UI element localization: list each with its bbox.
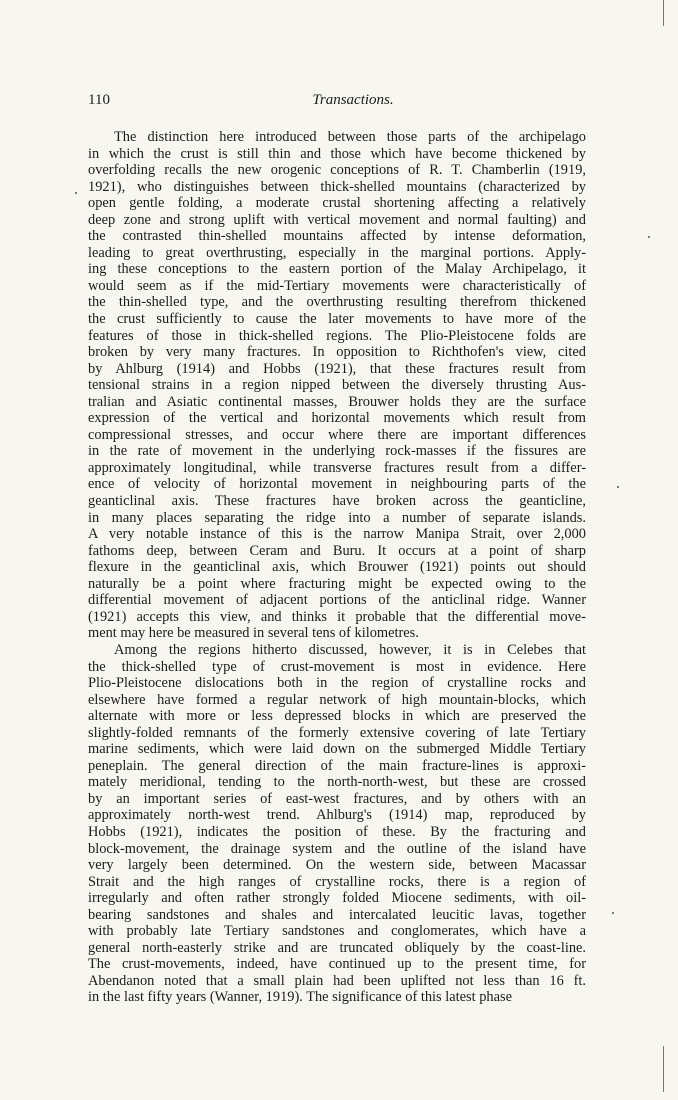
text-line: the crust sufficiently to cause the later movements to have more of the bbox=[88, 311, 586, 328]
text-line: bearing sandstones and shales and intercalated leucitic lavas, together bbox=[88, 906, 586, 923]
text-line: tensional strains in a region nipped between the diversely thrusting Aus- bbox=[88, 377, 586, 394]
body-text bbox=[88, 129, 586, 1006]
text-line: would seem as if the mid-Tertiary movements were characteristically of bbox=[88, 277, 586, 294]
text-line: Strait and the high ranges of crystalline rocks, there is a region of bbox=[88, 873, 586, 890]
text-line: marine sediments, which were laid down on the submerged Middle Tertiary bbox=[88, 741, 586, 758]
text-line: with probably late Tertiary sandstones and conglomerates, which have a bbox=[88, 923, 586, 940]
scan-speck bbox=[648, 236, 650, 238]
text-line: block-movement, the drainage system and the outline of the island have bbox=[88, 840, 586, 857]
text-line: approximately north-west trend. Ahlburg's (1914) map, reproduced by bbox=[88, 807, 586, 824]
text-line: ence of velocity of horizontal movement in neighbouring parts of the bbox=[88, 476, 586, 493]
text-line: mately meridional, tending to the north-north-west, but these are crossed bbox=[88, 774, 586, 791]
text-line: in the last fifty years (Wanner, 1919). The significance of this latest phase bbox=[88, 989, 512, 1006]
text-line: alternate with more or less depressed blocks in which are preserved the bbox=[88, 708, 586, 725]
text-line: the thick-shelled type of crust-movement is most in evidence. Here bbox=[88, 658, 586, 675]
text-line: (1921) accepts this view, and thinks it probable that the differential move- bbox=[88, 608, 586, 625]
text-line: ing these conceptions to the eastern portion of the Malay Archipelago, it bbox=[88, 261, 586, 278]
text-line: A very notable instance of this is the narrow Manipa Strait, over 2,000 bbox=[88, 526, 586, 543]
text-line: flexure in the geanticlinal axis, which Brouwer (1921) points out should bbox=[88, 559, 586, 576]
text-line: slightly-folded remnants of the formerly extensive covering of late Tertiary bbox=[88, 724, 586, 741]
text-line: tralian and Asiatic continental masses, Brouwer holds they are the surface bbox=[88, 393, 586, 410]
text-line: Hobbs (1921), indicates the position of these. By the fracturing and bbox=[88, 823, 586, 840]
text-line: geanticlinal axis. These fractures have broken across the geanticline, bbox=[88, 493, 586, 510]
text-line: Among the regions hitherto discussed, however, it is in Celebes that bbox=[114, 641, 586, 658]
text-line: in which the crust is still thin and those which have become thickened by bbox=[88, 145, 586, 162]
text-line: the contrasted thin-shelled mountains affected by intense deformation, bbox=[88, 228, 586, 245]
scan-speck bbox=[617, 486, 619, 488]
running-title: Transactions. bbox=[312, 92, 394, 108]
scan-edge-mark bbox=[663, 0, 664, 26]
text-line: the thin-shelled type, and the overthrusting resulting therefrom thickened bbox=[88, 294, 586, 311]
text-line: peneplain. The general direction of the main fracture-lines is approxi- bbox=[88, 757, 586, 774]
text-line: 1921), who distinguishes between thick-shelled mountains (characterized by bbox=[88, 178, 586, 195]
text-line: very largely been determined. On the western side, between Macassar bbox=[88, 857, 586, 874]
page-number: 110 bbox=[88, 92, 110, 108]
text-line: Plio-Pleistocene dislocations both in the region of crystalline rocks and bbox=[88, 675, 586, 692]
text-line: ment may here be measured in several tens of kilometres. bbox=[88, 625, 419, 642]
text-line: leading to great overthrusting, especially in the marginal portions. Apply- bbox=[88, 244, 586, 261]
text-line: features of those in thick-shelled regions. The Plio-Pleistocene folds are bbox=[88, 327, 586, 344]
text-line: fathoms deep, between Ceram and Buru. It occurs at a point of sharp bbox=[88, 542, 586, 559]
text-line: overfolding recalls the new orogenic conceptions of R. T. Chamberlin (1919, bbox=[88, 162, 586, 179]
text-line: approximately longitudinal, while transverse fractures result from a differ- bbox=[88, 459, 586, 476]
text-line: The distinction here introduced between those parts of the archipelago bbox=[114, 129, 586, 145]
text-line: Abendanon noted that a small plain had been uplifted not less than 16 ft. bbox=[88, 972, 586, 989]
text-line: irregularly and often rather strongly folded Miocene sediments, with oil- bbox=[88, 890, 586, 907]
text-line: naturally be a point where fracturing might be expected owing to the bbox=[88, 575, 586, 592]
text-line: in the rate of movement in the underlying rock-masses if the fissures are bbox=[88, 443, 586, 460]
scan-edge-mark bbox=[663, 1046, 664, 1092]
scan-speck bbox=[612, 912, 614, 914]
text-line: deep zone and strong uplift with vertical movement and normal faulting) and bbox=[88, 211, 586, 228]
text-line: by Ahlburg (1914) and Hobbs (1921), that these fractures result from bbox=[88, 360, 586, 377]
paragraph-distinction bbox=[88, 129, 586, 642]
text-line: in many places separating the ridge into a number of separate islands. bbox=[88, 509, 586, 526]
text-line: by an important series of east-west fractures, and by others with an bbox=[88, 790, 586, 807]
text-line: compressional stresses, and occur where there are important differences bbox=[88, 426, 586, 443]
text-line: expression of the vertical and horizontal movements which result from bbox=[88, 410, 586, 427]
text-line: general north-easterly strike and are truncated obliquely by the coast-line. bbox=[88, 939, 586, 956]
text-line: open gentle folding, a moderate crustal shortening affecting a relatively bbox=[88, 195, 586, 212]
scan-speck bbox=[75, 192, 77, 194]
text-line: elsewhere have formed a regular network of high mountain-blocks, which bbox=[88, 691, 586, 708]
paragraph-celebes bbox=[88, 642, 586, 1006]
text-line: broken by very many fractures. In opposition to Richthofen's view, cited bbox=[88, 344, 586, 361]
text-line: The crust-movements, indeed, have continued up to the present time, for bbox=[88, 956, 586, 973]
page-header bbox=[88, 92, 578, 114]
text-line: differential movement of adjacent portions of the anticlinal ridge. Wanner bbox=[88, 592, 586, 609]
